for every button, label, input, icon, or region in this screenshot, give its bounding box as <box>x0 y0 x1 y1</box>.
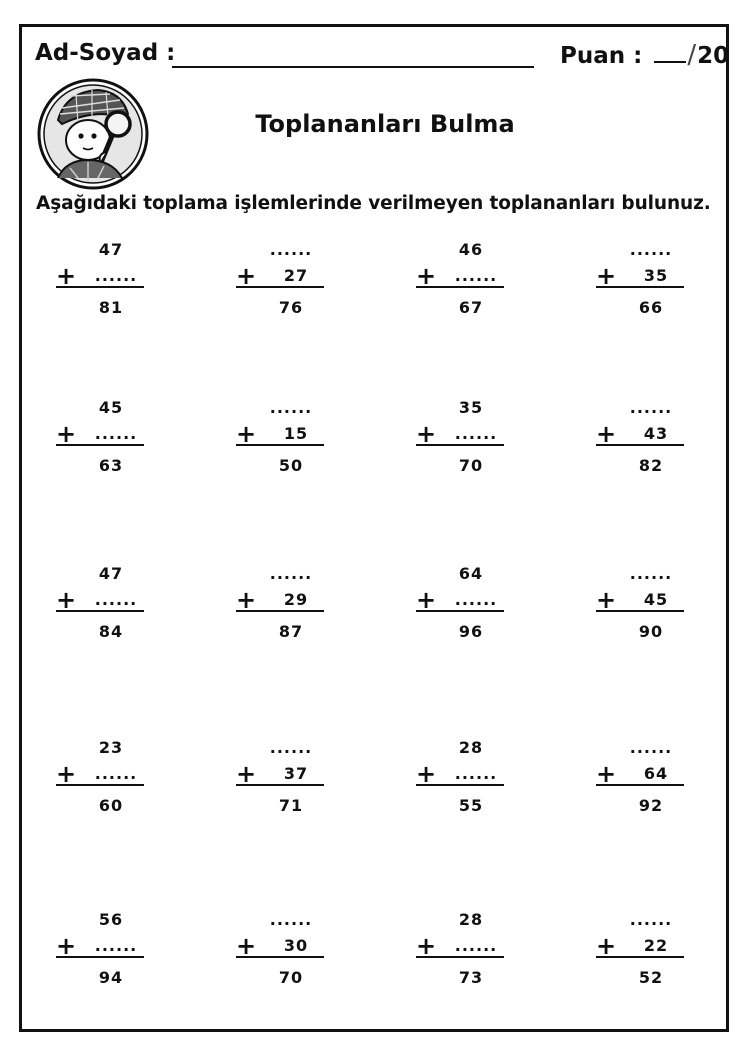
sum-result: 76 <box>278 298 304 317</box>
sum-line <box>416 784 504 786</box>
second-addend: 29 <box>283 590 309 609</box>
sum-result: 70 <box>278 968 304 987</box>
sum-result: 50 <box>278 456 304 475</box>
addition-problem <box>236 738 346 828</box>
addition-problem <box>416 738 526 828</box>
missing-addend-blank[interactable]: ...... <box>629 910 673 929</box>
sum-result: 66 <box>638 298 664 317</box>
plus-sign: + <box>416 262 437 290</box>
missing-addend-blank[interactable]: ...... <box>269 564 313 583</box>
missing-addend-blank[interactable]: ...... <box>269 910 313 929</box>
second-addend: 43 <box>643 424 669 443</box>
sum-line <box>596 286 684 288</box>
sum-line <box>416 956 504 958</box>
plus-sign: + <box>416 586 437 614</box>
plus-sign: + <box>416 760 437 788</box>
first-addend: 64 <box>458 564 484 583</box>
plus-sign: + <box>596 262 617 290</box>
sum-result: 82 <box>638 456 664 475</box>
sum-result: 70 <box>458 456 484 475</box>
missing-addend-blank[interactable]: ...... <box>269 240 313 259</box>
detective-with-magnifying-glass-icon <box>36 78 150 190</box>
first-addend: 23 <box>98 738 124 757</box>
addition-problem <box>236 564 346 654</box>
addition-problem <box>236 240 346 330</box>
addition-problem <box>416 398 526 488</box>
plus-sign: + <box>596 932 617 960</box>
addition-problem <box>596 398 706 488</box>
missing-addend-blank[interactable]: ...... <box>454 936 498 955</box>
missing-addend-blank[interactable]: ...... <box>94 590 138 609</box>
addition-problem <box>416 910 526 1000</box>
first-addend: 47 <box>98 564 124 583</box>
first-addend: 35 <box>458 398 484 417</box>
sum-result: 63 <box>98 456 124 475</box>
missing-addend-blank[interactable]: ...... <box>94 764 138 783</box>
sum-line <box>596 784 684 786</box>
plus-sign: + <box>236 420 257 448</box>
plus-sign: + <box>56 932 77 960</box>
sum-result: 67 <box>458 298 484 317</box>
missing-addend-blank[interactable]: ...... <box>94 936 138 955</box>
sum-result: 84 <box>98 622 124 641</box>
worksheet-title: Toplananları Bulma <box>255 110 515 138</box>
sum-result: 52 <box>638 968 664 987</box>
sum-line <box>56 286 144 288</box>
score-label: Puan : <box>560 43 643 69</box>
addition-problem <box>416 564 526 654</box>
plus-sign: + <box>416 420 437 448</box>
sum-line <box>596 444 684 446</box>
plus-sign: + <box>56 760 77 788</box>
first-addend: 47 <box>98 240 124 259</box>
addition-problem <box>596 910 706 1000</box>
missing-addend-blank[interactable]: ...... <box>629 240 673 259</box>
plus-sign: + <box>596 420 617 448</box>
sum-result: 81 <box>98 298 124 317</box>
sum-line <box>596 956 684 958</box>
name-label: Ad-Soyad : <box>35 40 176 66</box>
missing-addend-blank[interactable]: ...... <box>454 266 498 285</box>
plus-sign: + <box>56 420 77 448</box>
sum-line <box>56 610 144 612</box>
plus-sign: + <box>236 586 257 614</box>
sum-line <box>236 286 324 288</box>
missing-addend-blank[interactable]: ...... <box>94 424 138 443</box>
addition-problem <box>596 240 706 330</box>
missing-addend-blank[interactable]: ...... <box>629 564 673 583</box>
instruction-text: Aşağıdaki toplama işlemlerinde verilmeyen toplananları bulunuz. <box>36 193 711 214</box>
addition-problem <box>236 398 346 488</box>
sum-line <box>236 784 324 786</box>
missing-addend-blank[interactable]: ...... <box>94 266 138 285</box>
second-addend: 15 <box>283 424 309 443</box>
sum-line <box>56 956 144 958</box>
first-addend: 56 <box>98 910 124 929</box>
score-total: 20 <box>697 43 730 69</box>
second-addend: 45 <box>643 590 669 609</box>
sum-result: 90 <box>638 622 664 641</box>
second-addend: 37 <box>283 764 309 783</box>
first-addend: 28 <box>458 738 484 757</box>
sum-line <box>56 444 144 446</box>
addition-problem <box>596 564 706 654</box>
second-addend: 27 <box>283 266 309 285</box>
sum-result: 55 <box>458 796 484 815</box>
sum-line <box>416 286 504 288</box>
first-addend: 45 <box>98 398 124 417</box>
plus-sign: + <box>236 760 257 788</box>
sum-line <box>236 956 324 958</box>
plus-sign: + <box>56 262 77 290</box>
first-addend: 28 <box>458 910 484 929</box>
score-blank[interactable] <box>654 41 686 63</box>
name-input-line[interactable] <box>172 66 534 68</box>
addition-problem <box>416 240 526 330</box>
addition-problem <box>56 564 166 654</box>
plus-sign: + <box>236 932 257 960</box>
missing-addend-blank[interactable]: ...... <box>454 764 498 783</box>
sum-line <box>416 444 504 446</box>
sum-line <box>56 784 144 786</box>
second-addend: 64 <box>643 764 669 783</box>
missing-addend-blank[interactable]: ...... <box>269 738 313 757</box>
plus-sign: + <box>596 760 617 788</box>
sum-line <box>236 444 324 446</box>
addition-problem <box>236 910 346 1000</box>
second-addend: 22 <box>643 936 669 955</box>
sum-result: 71 <box>278 796 304 815</box>
first-addend: 46 <box>458 240 484 259</box>
score-area <box>560 40 729 70</box>
missing-addend-blank[interactable]: ...... <box>269 398 313 417</box>
missing-addend-blank[interactable]: ...... <box>454 590 498 609</box>
plus-sign: + <box>236 262 257 290</box>
missing-addend-blank[interactable]: ...... <box>629 738 673 757</box>
addition-problem <box>56 398 166 488</box>
addition-problem <box>596 738 706 828</box>
sum-result: 94 <box>98 968 124 987</box>
plus-sign: + <box>596 586 617 614</box>
plus-sign: + <box>56 586 77 614</box>
sum-result: 73 <box>458 968 484 987</box>
sum-line <box>236 610 324 612</box>
score-slash: / <box>687 40 697 70</box>
sum-result: 87 <box>278 622 304 641</box>
sum-line <box>416 610 504 612</box>
sum-result: 92 <box>638 796 664 815</box>
sum-result: 60 <box>98 796 124 815</box>
sum-result: 96 <box>458 622 484 641</box>
second-addend: 35 <box>643 266 669 285</box>
addition-problem <box>56 738 166 828</box>
addition-problem <box>56 240 166 330</box>
sum-line <box>596 610 684 612</box>
missing-addend-blank[interactable]: ...... <box>629 398 673 417</box>
addition-problem <box>56 910 166 1000</box>
missing-addend-blank[interactable]: ...... <box>454 424 498 443</box>
second-addend: 30 <box>283 936 309 955</box>
plus-sign: + <box>416 932 437 960</box>
